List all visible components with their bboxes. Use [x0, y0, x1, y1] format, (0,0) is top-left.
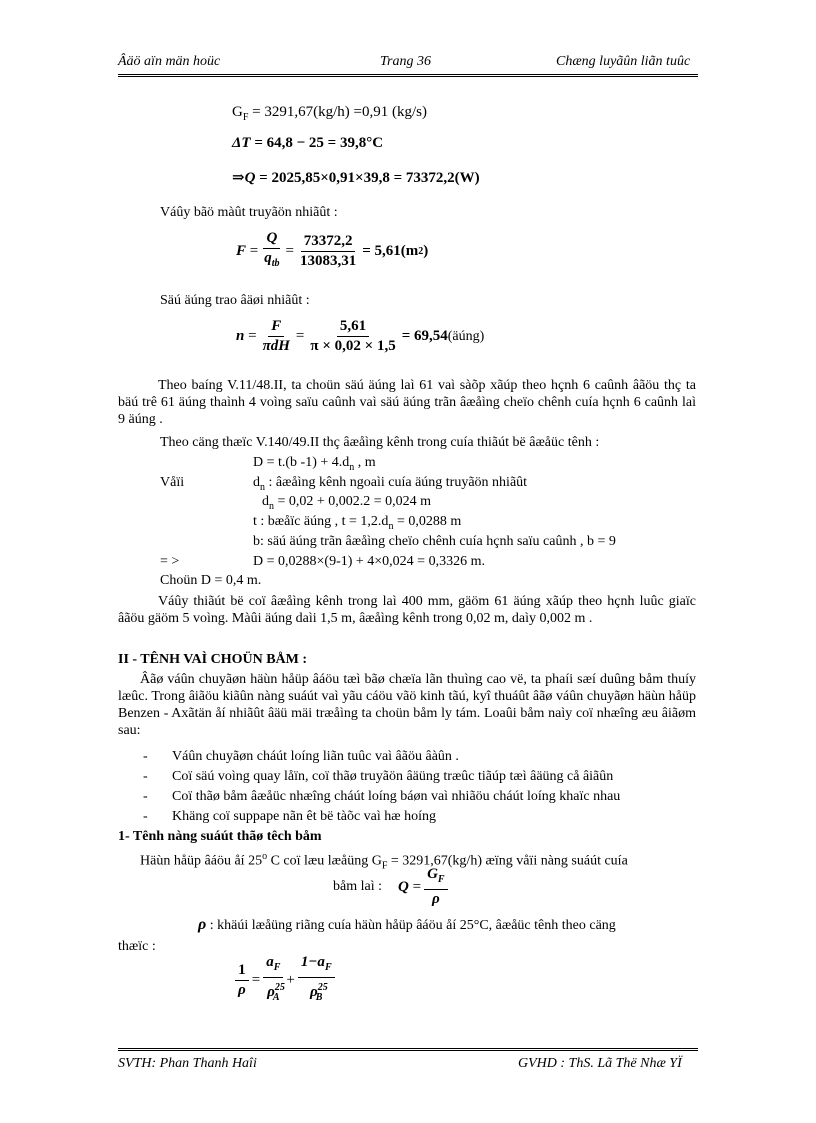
text-formula-intro: thæïc : [118, 939, 156, 954]
arrow-symbol: = > [160, 554, 180, 569]
text-heat-transfer-area: Váûy bãö màût truyãön nhiãût : [160, 205, 338, 220]
subsection-heading-volume: 1- Tênh nàng suáút thãø têch båm [118, 829, 322, 844]
header-rule [118, 74, 698, 77]
equation-q-volume: Q = $\frac{G_F}{\rho}$ [398, 866, 451, 908]
bullet-dash: - [143, 789, 148, 804]
bullet-item: Khäng coï suppape nãn êt bë tàõc vaì hæ hoíng [172, 809, 436, 824]
paragraph-device-summary: Váûy thiãút bë coï âæåìng kênh trong laì 400 mm, gäöm 61 äúng xãúp theo hçnh luûc giaïc âãöu gäöm 5 voìng. Màûi äúng daìi 1,5 m, âæåìng kênh trong 0,02 m, daìy 0,002 m . [118, 594, 696, 626]
definition-dn: $d_n$ : âæåìng kênh ngoaìi cuía äúng truyãön nhiãût [253, 475, 528, 493]
equation-f: F = $\frac{Q}{q_{tb}}$ = $\frac{73372,2}{13083,31}$ = 5,61(m 2 ) [236, 230, 429, 269]
equation-gf: $G_F = 3291,67(kg/h) =0,91$ (kg/s) [232, 104, 427, 123]
equation-n: n = $\frac{F}{\text{πdH}}$ = $\frac{5,61}{\pi \times 0,02 \times 1,5}$ = 69,54 (äúng) [236, 318, 485, 354]
bullet-dash: - [143, 769, 148, 784]
paragraph-flow-rate: Häùn håüp âáöu åí 25$^o$ C coï læu læåüng $G_F = 3291,67(kg/h)$ æïng våïi nàng suáút cuía [140, 851, 628, 872]
paragraph-diameter-formula: Theo cäng thæïc V.140/49.II thç âæåìng kênh trong cuía thiãút bë âæåüc tênh : [160, 435, 600, 450]
value-dn: $d_n = 0,02 + 0,002.2 = 0,024$ m [262, 494, 432, 512]
definition-t: t : bæåïc äúng , $t = 1,2.d_n = 0,0288$ m [253, 514, 462, 532]
bullet-dash: - [143, 809, 148, 824]
paragraph-arrangement: Theo baíng V.11/48.II, ta choün säú äúng laì 61 vaì sàõp xãúp theo hçnh 6 caûnh âãöu thç ta bäú trê 61 äúng thaình 4 voìng saïu caûnh vaì säú äúng trãn âæåìng cheïo chênh cuía hçnh 6 caûnh laì 9 äúng . [118, 378, 696, 427]
paragraph-pump-intro: Âãø váûn chuyãøn häùn håüp âáöu tæì bãø chæïa lãn thuìng cao vë, ta phaíi sæí duûng båm thuíy læûc. Trong âiãöu kiãûn nàng suáút vaì yãu cáöu vãö kinh tãú, kyî thuáût âãø váûn chuyãøn häùn håüp Benzen - Axãtän åí nhiãût âäü mäi træåìng ta choün båm ly tám. Loaûi båm naìy coï nhæîng æu âiãøm sau: [118, 672, 696, 738]
bullet-item: Coï thãø båm âæåüc nhæîng cháút loíng báøn vaì nhiãöu cháút loíng khaïc nhau [172, 789, 621, 804]
bullet-item: Váûn chuyãøn cháút loíng liãn tuûc vaì âãöu âàûn . [172, 749, 459, 764]
chosen-d: Choün D = 0,4 m. [160, 573, 262, 588]
equation-delta-t: ΔT = 64,8 − 25 = 39,8°C [232, 135, 384, 151]
label-voi: Våïi [160, 475, 185, 490]
text-tube-count: Säú äúng trao âäøi nhiãût : [160, 293, 310, 308]
formula-d: D = t.(b $-1) + 4.d_n$ , m [253, 455, 376, 473]
bullet-dash: - [143, 749, 148, 764]
label-pump-is: båm laì : [333, 879, 382, 894]
footer-right: GVHD : ThS. Lã Thë Nhæ YÏ [518, 1056, 682, 1071]
page-number: Trang 36 [380, 54, 431, 69]
result-d: D = 0,0288×(9-1) + 4×0,024 = 0,3326 m. [253, 554, 485, 569]
equation-q: ⇒Q = 2025,85×0,91×39,8 = 73372,2(W) [232, 170, 480, 186]
section-heading-pump: II - TÊNH VAÌ CHOÜN BÅM : [118, 652, 308, 667]
paragraph-density: ρ : khäúi læåüng riãng cuía häùn håüp âáöu åí 25°C, âæåüc tênh theo cäng [198, 916, 616, 933]
header-right: Chæng luyãûn liãn tuûc [556, 54, 691, 69]
footer-left: SVTH: Phan Thanh Haîi [118, 1056, 257, 1071]
header-left: Âäö aïn män hoüc [118, 54, 221, 69]
definition-b: b: säú äúng trãn âæåìng cheïo chênh cuía hçnh saïu caûnh , b = 9 [253, 534, 616, 549]
bullet-item: Coï säú voìng quay låïn, coï thãø truyãön âäüng træûc tiãúp tæì âäüng cå âiãûn [172, 769, 614, 784]
equation-density: $\frac{1}{\rho}$ = $\frac{a_F}{\rho^{25}_A}$ + $\frac{1-a_F}{\rho^{25}_B}$ [232, 954, 338, 1006]
footer-rule [118, 1048, 698, 1051]
